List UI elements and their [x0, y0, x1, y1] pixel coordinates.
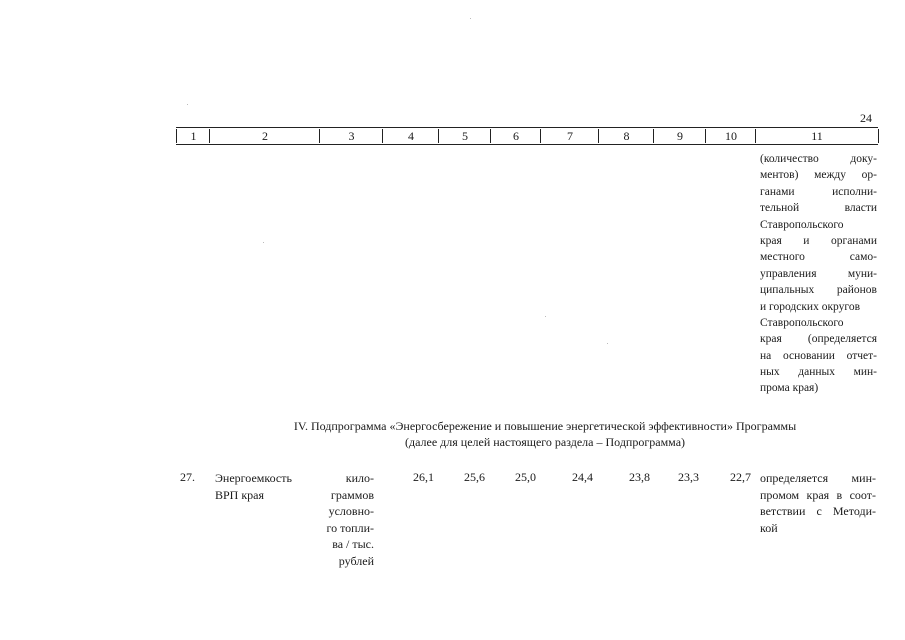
scan-speck [187, 104, 188, 105]
indicator-name-line: Энергоемкость [215, 471, 292, 485]
method-line: кой [760, 520, 778, 535]
text-line: ментов) между ор- [760, 169, 877, 182]
text-line: местного само- [760, 251, 877, 264]
section-title-line1: IV. Подпрограмма «Энергосбережение и повышение энергетической эффективности» Программы [293, 419, 797, 433]
text-line: (количество доку- [760, 153, 877, 165]
indicator-name [215, 470, 305, 503]
header-col-5: 5 [438, 129, 491, 143]
text-line: и городских округов [760, 300, 860, 313]
header-col-3: 3 [319, 129, 383, 143]
header-col-8: 8 [598, 129, 654, 143]
header-col-6: 6 [490, 129, 541, 143]
header-col-1: 1 [176, 129, 210, 143]
text-line: ганами исполни- [760, 185, 877, 198]
section-title-line2: (далее для целей настоящего раздела – Подпрограмма) [404, 435, 686, 449]
method-line: определяется мин- [760, 471, 876, 485]
text-line: ных данных мин- [760, 366, 877, 379]
header-col-10: 10 [705, 129, 756, 143]
text-line: тельной власти [760, 202, 877, 215]
text-line: края (определяется [760, 333, 877, 346]
text-line: управления муни- [760, 267, 877, 280]
continued-cell-text [760, 151, 877, 397]
scan-speck [470, 18, 471, 19]
header-col-9: 9 [653, 129, 706, 143]
header-col-2: 2 [209, 129, 320, 143]
text-line: Ставропольского [760, 218, 844, 231]
unit-line: кило- [345, 471, 374, 485]
value-col-6: 25,0 [515, 470, 536, 484]
value-col-10: 22,7 [730, 470, 751, 484]
text-line: Ставропольского [760, 316, 844, 329]
unit-line: рублей [338, 553, 374, 568]
unit-line: го топли- [326, 520, 374, 535]
text-line: на основании отчет- [760, 349, 877, 362]
unit-line: граммов [330, 487, 374, 502]
value-col-9: 23,3 [678, 470, 699, 484]
value-col-8: 23,8 [629, 470, 650, 484]
text-line: ципальных районов [760, 284, 877, 297]
table-header-row [176, 127, 878, 145]
text-line: прома края) [760, 382, 819, 395]
method-line: промом края в соот- [760, 487, 876, 502]
unit-line: ва / тыс. [332, 537, 374, 551]
page-number: 24 [860, 111, 872, 125]
row-number: 27. [180, 470, 195, 484]
scan-speck [607, 343, 608, 344]
unit-line: условно- [328, 504, 374, 518]
value-col-4: 26,1 [413, 470, 434, 484]
unit-of-measure [318, 470, 374, 569]
header-col-11: 11 [755, 129, 879, 143]
value-col-7: 24,4 [572, 470, 593, 484]
indicator-name-line: ВРП края [215, 487, 265, 502]
header-col-4: 4 [382, 129, 439, 143]
section-title [180, 418, 905, 450]
scan-speck [263, 242, 264, 243]
scan-speck [545, 316, 546, 317]
calculation-method [760, 470, 876, 536]
method-line: ветствии с Методи- [760, 504, 876, 518]
value-col-5: 25,6 [464, 470, 485, 484]
header-col-7: 7 [540, 129, 599, 143]
text-line: края и органами [760, 234, 877, 247]
